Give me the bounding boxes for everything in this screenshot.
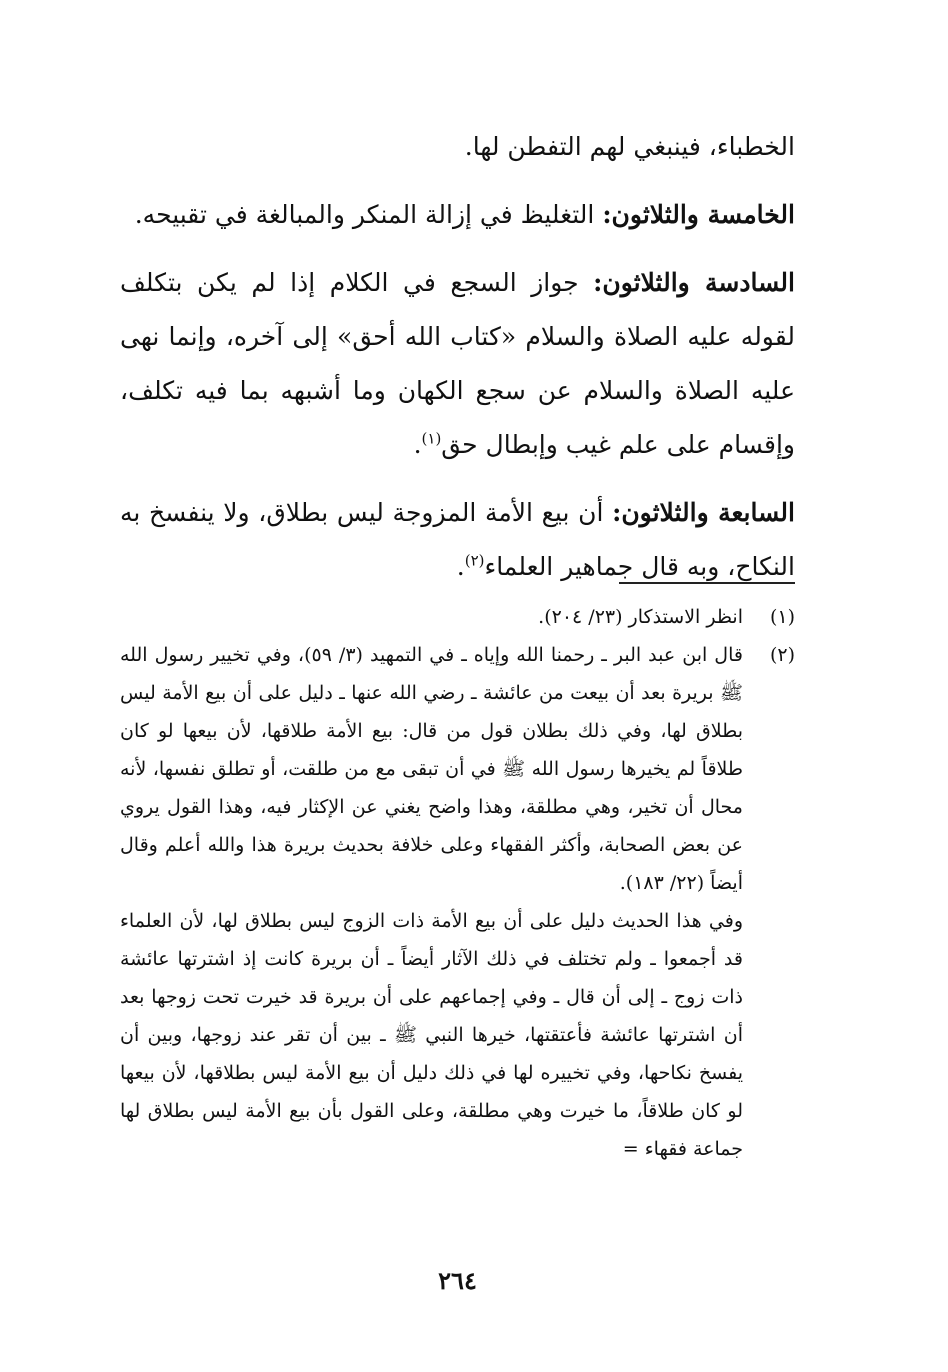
paragraph-intro	[120, 120, 795, 174]
book-page	[120, 120, 795, 1320]
page-number: ٢٦٤	[438, 1266, 477, 1295]
paragraph-37-heading: السابعة والثلاثون:	[612, 498, 795, 527]
paragraph-36-text: جواز السجع في الكلام إذا لم يكن بتكلف لقوله عليه الصلاة والسلام «كتاب الله أحق» إلى آخره، وإنما نهى عليه الصلاة والسلام عن سجع الكهان وما أشبهه بما فيه تكلف، وإقسام على علم غيب وإبطال حق	[120, 268, 795, 459]
footnote-2-number: (٢)	[769, 644, 795, 666]
footnote-1	[120, 598, 795, 636]
footnote-1-body	[120, 598, 743, 636]
paragraph-37-text: أن بيع الأمة المزوجة ليس بطلاق، ولا ينفسخ به النكاح، وبه قال جماهير العلماء	[120, 498, 795, 581]
paragraph-intro-text: الخطباء، فينبغي لهم التفطن لها.	[464, 132, 795, 161]
footnote-2-body	[120, 636, 743, 1168]
paragraph-35-heading: الخامسة والثلاثون:	[602, 200, 795, 229]
main-text	[120, 120, 795, 594]
footnote-ref-1[interactable]: (١)	[421, 429, 442, 448]
paragraph-35-text: التغليظ في إزالة المنكر والمبالغة في تقبيحه.	[134, 200, 603, 229]
paragraph-37-end: .	[456, 552, 465, 581]
footnotes	[120, 598, 795, 1168]
footnote-ref-2[interactable]: (٢)	[464, 551, 485, 570]
paragraph-36	[120, 256, 795, 472]
paragraph-35	[120, 188, 795, 242]
footnote-1-number: (١)	[769, 606, 795, 628]
paragraph-36-end: .	[413, 430, 422, 459]
footnote-2-text-part-1: قال ابن عبد البر ـ رحمنا الله وإياه ـ في التمهيد (٣/ ٥٩)، وفي تخيير رسول الله ﷺ بريرة بعد أن بيعت من عائشة ـ رضي الله عنها ـ دليل على أن بيع الأمة ليس بطلاق لها، وفي ذلك بطلان قول من قال: بيع الأمة طلاقها، لأن بيعها لو كان طلاقاً لم يخيرها رسول الله ﷺ في أن تبقى مع من طلقت، أو تطلق نفسها، لأنه محال أن تخير، وهي مطلقة، وهذا واضح يغني عن الإكثار فيه، وهذا القول يروي عن بعض الصحابة، وأكثر الفقهاء وعلى خلافة بحديث بريرة هذا والله أعلم وقال أيضاً (٢٢/ ١٨٣).	[120, 644, 743, 894]
footnote-2	[120, 636, 795, 1168]
paragraph-37	[120, 486, 795, 594]
footnote-1-text: انظر الاستذكار (٢٣/ ٢٠٤).	[538, 606, 743, 628]
paragraph-36-heading: السادسة والثلاثون:	[593, 268, 795, 297]
footnote-separator	[619, 582, 795, 584]
footnote-2-text-part-2: وفي هذا الحديث دليل على أن بيع الأمة ذات الزوج ليس بطلاق لها، لأن العلماء قد أجمعوا ـ ولم تختلف في ذلك الآثار أيضاً ـ أن بريرة كانت إذ اشترتها عائشة ذات زوج ـ إلى أن قال ـ وفي إجماعهم على أن بريرة قد خيرت تحت زوجها بعد أن اشترتها عائشة فأعتقتها، خيرها النبي ﷺ ـ بين أن تقر عند زوجها، وبين أن يفسخ نكاحها، وفي تخييره لها في ذلك دليل أن بيع الأمة ليس بطلاقها، لأن بيعها لو كان طلاقاً، ما خيرت وهي مطلقة، وعلى القول بأن بيع الأمة ليس بطلاق لها جماعة فقهاء =	[120, 910, 743, 1160]
